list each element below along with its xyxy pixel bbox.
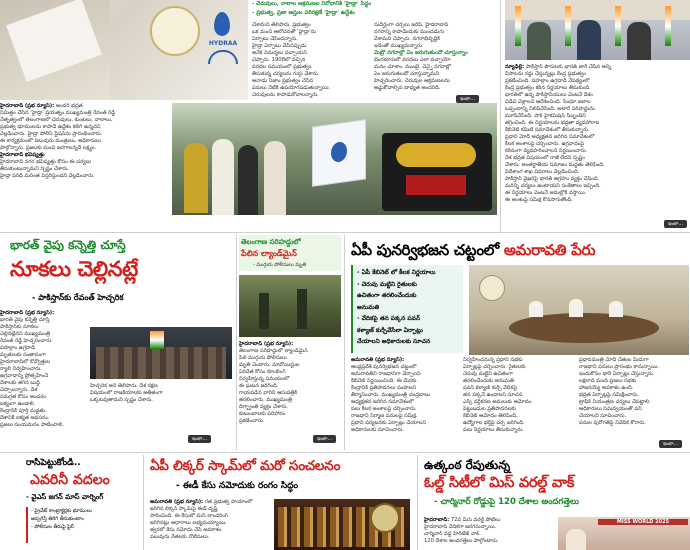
- candle-rally-photo: [90, 327, 232, 379]
- hydraa-intro: హైదరాబాద్ (ప్రభ న్యూస్): అందరి భద్రత నిమిత్తం చేసిన 'హైడ్రా' ప్రయత్నం ముఖ్యమంత్రి రేవంత్ రెడ్డి నేతృత్వంలో తెలంగాణలో చెరువులు, కుంటలు, నాలాలు, ప్రభుత్వ భూములను కాపాడే ఉద్దేశం కలిగి ఉన్నదని వెల్లడించారు. హైడ్రా పోలీస్ స్టేషన్‌ను ప్రారంభించారు. ఈ కార్యక్రమంలో పలువురు మంత్రులు, అధికారులు పాల్గొన్నారు. ప్రజలకు మంచి జరగాలన్నదే లక్ష్యం. హైదరాబాద్ భవిష్యత్తు హైదరాబాద్ నగర భవిష్యత్తు కోసం ఈ చర్యలు తీసుకుంటున్నామని స్పష్టం చేశారు. హైడ్రా పరిధి మరింత విస్తరిస్తుందని వెల్లడించారు.: [0, 103, 168, 215]
- hyd-future-subhead: హైదరాబాద్ భవిష్యత్తు: [0, 152, 45, 158]
- metro-subhead: మెట్రో నగరాల్లో ఏం జరుగుతుందో చూస్తున్నాం: [374, 50, 468, 56]
- landmine-byline: హైదరాబాద్ (ప్రభ న్యూస్):: [239, 341, 294, 347]
- landmine-headline: పేలిన ల్యాండ్‌మైన్: [241, 249, 297, 258]
- miss-world-headline: ఓల్డ్ సిటీలో మిస్ వరల్డ్ వాక్: [424, 475, 575, 491]
- revanth-kicker: భారత్ వైపు కన్నెత్తి చూస్తే: [10, 238, 126, 252]
- miss-world-banner-text: MISS WORLD 2025: [598, 519, 688, 525]
- jagan-point-3: - పోలీసుల తీరుపై ఫైర్: [31, 524, 74, 530]
- miss-world-banner-photo: [558, 517, 690, 550]
- revanth-story: భారత్ వైపు కన్నెత్తి చూస్తే నూకలు చెల్లినట్లే - పాకిస్తాన్‌కు రేవంత్ హెచ్చరిక హైదరాబాద్ (ప్రభ న్యూస్): భారత్ వైపు కన్నెత్తి చూస్తే పాకిస్తాన్‌కు నూకలు చెల్లినట్లేనని ముఖ్యమంత్రి రేవంత్ రెడ్డి హెచ్చరించారు. పహల్గాం ఉగ్రదాడి మృతులకు సంతాపంగా హైదరాబాద్‌లో కొవ్వొత్తుల ర్యాలీ నిర్వహించారు. ఉగ్రవాదాన్ని ప్రోత్సహించే దేశాలకు తగిన బుద్ధి చెప్పాలన్నారు. దేశ సమగ్రత కోసం అందరం ఐక్యంగా ఉండాలి. కేంద్రానికి పూర్తి మద్దతు. దేశానికి ఐక్యత అవసరం. ప్రజలు సంయమనం పాటించాలి. హెచ్చరిక అని తెలిపారు. దేశ రక్షణ విషయంలో రాజకీయాలకు అతీతంగా ఒక్కటవుతామని స్పష్టం చేశారు. ఇంకా...: [0, 235, 234, 450]
- landmine-sub: - ముగ్గురు పోలీసులు మృతి: [253, 262, 307, 268]
- amaravati-bullet-box: [351, 265, 463, 353]
- amaravati-headline-part2: అమరావతి పేరు: [503, 241, 596, 259]
- delhi-more-link[interactable]: ఇంకా...: [664, 220, 687, 228]
- forest-police-photo: [239, 275, 341, 337]
- amaravati-bullet-3: ఉచితంగా తరలించేందుకు: [357, 292, 417, 299]
- miss-world-sub: - చార్మినార్ రోడ్డుపై 120 దేశాల అందగత్తెలు: [434, 497, 579, 507]
- amaravati-bullet-5: - వేదికపై తన పక్కన పవన్: [357, 315, 421, 322]
- hydraa-byline: హైదరాబాద్ (ప్రభ న్యూస్):: [0, 103, 55, 109]
- hydraa-logo-text: HYDRAA: [208, 40, 238, 47]
- amaravati-byline: అమరావతి (ప్రభ న్యూస్):: [351, 357, 405, 363]
- amaravati-headline: [351, 241, 689, 263]
- amaravati-headline-part1: ఏపీ పునర్విభజన చట్టంలో: [351, 241, 499, 259]
- liquor-byline: అమరావతి (ప్రభ న్యూస్):: [150, 499, 204, 505]
- hydraa-bullet-1: - చెరువులు, నాలాల ఆక్రమణల నిరోధానికి 'హైడ్రా' సిద్ధం: [252, 1, 372, 7]
- landmine-more-link[interactable]: ఇంకా...: [313, 435, 336, 443]
- hydraa-logo: [204, 12, 242, 68]
- liquor-story: ఏపీ లిక్కర్ స్కామ్‌లో మరో సంచలనం - ఈడీ కేసు నమోదుకు రంగం సిద్ధం అమరావతి (ప్రభ న్యూస్): గత ప్రభుత్వ హయాంలో జరిగిన లిక్కర్ స్కామ్‌పై ఈడీ దృష్టి సారించింది. ఈ కేసులో మనీ లాండరింగ్ జరిగినట్లు ఆధారాలు లభ్యమయ్యాయి. త్వరలో కేసు నమోదు చేసే అవకాశం. పలువురు నేతలకు నోటీసులు.: [146, 455, 414, 550]
- cm-flag-off-photo: [172, 103, 497, 215]
- hydraa-photo: [0, 0, 248, 100]
- miss-world-kicker: ఉత్కంఠ రేపుతున్న: [424, 458, 511, 472]
- delhi-byline: న్యూఢిల్లీ:: [505, 64, 525, 70]
- amaravati-bullet-7: చేయాలని అధికారులకు సూచన: [357, 338, 431, 345]
- jagan-sub: - వైఎస్ జగన్ మాస్ వార్నింగ్: [26, 493, 104, 501]
- delhi-meeting-photo: [505, 0, 690, 60]
- liquor-bottles-photo: [274, 499, 410, 550]
- amaravati-bullet-6: కళ్యాణ్ కుర్చీవేసేలా ఏర్పాట్లు: [357, 326, 423, 334]
- amaravati-bullet-1: - ఏపీ కేబినెట్ లో కీలక నిర్ణయాలు: [357, 269, 436, 276]
- liquor-sub: - ఈడీ కేసు నమోదుకు రంగం సిద్ధం: [176, 481, 299, 491]
- jagan-points: [26, 507, 140, 543]
- delhi-body: న్యూఢిల్లీ: పాకిస్తాన్ పౌరులకు భారత్ జారీ చేసిన అన్ని వీసాలను రద్దు చేస్తున్నట్లు కేంద్ర ప్రభుత్వం ప్రకటించింది. పహల్గాం ఉగ్రదాడి నేపథ్యంలో కేంద్ర ప్రభుత్వం కఠిన నిర్ణయాలు తీసుకుంది. భారత్‌లో ఉన్న పాకిస్తానీయులు వెంటనే దేశం విడిచి వెళ్లాలని ఆదేశించింది. సింధూ జలాల ఒప్పందాన్ని నిలిపివేసింది. అటారీ సరిహద్దును మూసివేసింది. పాక్ హైకమిషన్ సిబ్బందిని తగ్గించింది. ఈ నిర్ణయాలను భద్రతా వ్యవహారాల కేబినెట్ కమిటీ సమావేశంలో తీసుకున్నారు. ప్రధాని మోదీ అధ్యక్షతన జరిగిన సమావేశంలో కీలక అంశాలపై చర్చించారు. ఉగ్రవాదంపై కఠినంగా వ్యవహరించాలని నిర్ణయించారు. దేశ భద్రత విషయంలో రాజీ లేదని స్పష్టం చేశారు. అంతర్జాతీయ సమాజం మద్దతు తెలిపింది. విదేశాంగ శాఖ వివరాలు వెల్లడించింది. పాకిస్తాన్ వైఖరిపై భారత్ ఆగ్రహం వ్యక్తం చేసింది. మరిన్ని చర్యలు ఉంటాయని సంకేతాలు ఇచ్చింది. ఈ నిర్ణయాలు వెంటనే అమల్లోకి వస్తాయి. ఈ అంశంపై సమీక్ష కొనసాగుతోంది.: [505, 64, 612, 203]
- jagan-point-2: అప్పగిస్తే తిరిగి తీసుకుంటాం: [31, 516, 84, 522]
- amaravati-bullet-4: అనుమతి: [357, 303, 380, 311]
- miss-world-byline: హైదరాబాద్:: [424, 517, 450, 523]
- hydraa-flag: [312, 119, 366, 187]
- jagan-point-1: - ప్రైవేట్ కాంట్రాక్టర్లకు భూములు: [31, 508, 93, 514]
- miss-world-story: ఉత్కంఠ రేపుతున్న ఓల్డ్ సిటీలో మిస్ వరల్డ్ వాక్ - చార్మినార్ రోడ్డుపై 120 దేశాల అందగత్తెలు హైదరాబాద్: 72వ మిస్ వరల్డ్ పోటీలు హైదరాబాద్ వేదికగా జరగనున్నాయి. చార్మినార్ వద్ద హెరిటేజ్ వాక్. 120 దేశాల అందగత్తెలు పాల్గొంటారు. MISS WORLD 2025: [420, 455, 690, 550]
- hydraa-bullet-2: - ప్రభుత్వ, ప్రజా ఆస్తుల పరిరక్షణే 'హైడ్రా' ఉద్దేశం: [252, 10, 355, 16]
- landmine-story: తెలంగాణ సరిహద్దులో పేలిన ల్యాండ్‌మైన్ - ముగ్గురు పోలీసులు మృతి హైదరాబాద్ (ప్రభ న్యూస్): తెలంగాణ సరిహద్దులో ల్యాండ్‌మైన్ పేలి ముగ్గురు పోలీసులు మృతి చెందారు. మావోయిస్టుల ఏరివేత కోసం కూంబింగ్ నిర్వహిస్తున్న సమయంలో ఈ ఘటన జరిగింది. గాయపడిన వారిని ఆసుపత్రికి తరలించారు. ముఖ్యమంత్రి దిగ్భ్రాంతి వ్యక్తం చేశారు. కుటుంబాలకు పరిహారం ప్రకటించారు. ఇంకా...: [239, 235, 341, 450]
- hydraa-more-link[interactable]: ఇంకా...: [456, 95, 479, 103]
- jagan-headline-line1: రాసిపెట్టుకోండి..: [26, 458, 81, 468]
- amaravati-bullet-2: - చెరువు మట్టిని రైతులకు: [357, 280, 417, 288]
- hydraa-bullets: [252, 0, 497, 22]
- revanth-more-link[interactable]: ఇంకా...: [188, 435, 211, 443]
- hydraa-body-col1: చేశామని తెలిపారు. ప్రభుత్వం ఒక మంచి ఆలోచనతో 'హైడ్రా'ను ఏర్పాటు చేసిందన్నారు. హైడ్రా ఏర్పాటు చేసినప్పుడు అనేక విమర్శలు వచ్చాయని చెప్పారు. 1908లో వచ్చిన వరదల సమయంలో ప్రభుత్వం తీసుకున్న చర్యలను గుర్తు చేశారు. ఆనాడు నిజాం ప్రభుత్వం చేసిన పనులు నేటికీ ఉపయోగపడుతున్నాయి. చెరువులను కాపాడుకోవాలన్నారు.: [252, 22, 331, 98]
- jagan-headline-line2: ఎవరినీ వదలం: [30, 472, 110, 488]
- hydraa-flag-icon: [331, 141, 347, 163]
- liquor-headline: ఏపీ లిక్కర్ స్కామ్‌లో మరో సంచలనం: [150, 458, 341, 474]
- amaravati-more-link[interactable]: ఇంకా...: [659, 440, 682, 448]
- emblem-seal-icon: [150, 6, 200, 56]
- landmine-kicker: తెలంగాణ సరిహద్దులో: [241, 238, 301, 246]
- revanth-sub: - పాకిస్తాన్‌కు రేవంత్ హెచ్చరిక: [32, 293, 124, 302]
- jagan-story: [0, 455, 140, 550]
- revanth-headline: నూకలు చెల్లినట్లే: [10, 257, 138, 281]
- amaravati-story: ఏపీ పునర్విభజన చట్టంలో అమరావతి పేరు - ఏపీ కేబినెట్ లో కీలక నిర్ణయాలు - చెరువు మట్టిని రైతులకు ఉచితంగా తరలించేందుకు అనుమతి - వేదికపై తన పక్కన పవన్ కళ్యాణ్ కుర్చీవేసేలా ఏర్పాట్లు చేయాలని అధికారులకు సూచన అమరావతి (ప్రభ న్యూస్): ఆంధ్రప్రదేశ్ పునర్విభజన చట్టంలో అమరావతిని రాజధానిగా చేర్చాలని కేబినెట్ నిర్ణయించింది. ఈ మేరకు కేంద్రానికి ప్రతిపాదనలు పంపాలని తీర్మానించారు. ముఖ్యమంత్రి చంద్రబాబు అధ్యక్షతన జరిగిన సమావేశంలో పలు కీలక అంశాలపై చర్చించారు. రాజధాని నిర్మాణ పనులపై సమీక్ష. ప్రధాని పర్యటనకు ఏర్పాట్లు చేయాలని అధికారులకు సూచించారు. నిర్వహించనున్న ప్రధాని సభకు ఏర్పాట్లపై చర్చించారు. రైతులకు చెరువు మట్టిని ఉచితంగా తరలించేందుకు అనుమతి. పవన్ కళ్యాణ్ కుర్చీ వేదికపై తన పక్కనే ఉండాలని సూచన. ఎస్సీ వర్గీకరణ అమలుకు ఆమోదం. పెట్టుబడుల ప్రతిపాదనలకు కేబినెట్ ఆమోదం తెలిపింది. ఉద్యోగాల భర్తీపై చర్చ జరిగింది. పలు నిర్ణయాలు తీసుకున్నారు. ప్రధానమంత్రి మోదీ చేతుల మీదుగా రాజధాని పనులు ప్రారంభం కానున్నాయి. ఇందుకోసం భారీ ఏర్పాట్లు చేస్తున్నారు. లక్షలాది మంది ప్రజలు సభకు హాజరయ్యే అవకాశం ఉంది. భద్రత ఏర్పాట్లపై సమీక్షించారు. ట్రాఫిక్ నియంత్రణ చర్యలు చేపట్టాలి. అధికారులు సమన్వయంతో పని చేయాలని సూచించారు. పనుల పురోగతిపై నివేదిక కోరారు. ఇంకా...: [347, 235, 690, 450]
- cabinet-meeting-photo: [469, 265, 689, 355]
- hydraa-body-col2: సుదీర్ఘంగా చర్చలు జరిపి, హైదరాబాద్ నగరాన్ని కాపాడేందుకు ముందడుగు వేశామని చెప్పారు. నగరాభివృద్ధికి ఇదెంతో ముఖ్యమన్నారు. మెట్రో నగరాల్లో ఏం జరుగుతుందో చూస్తున్నాం బెంగళూరులో వరదలు ఎలా వచ్చాయో మనం చూశాం. ముంబై, చెన్నై నగరాల్లో ఏం జరుగుతుందో చూస్తున్నామని హెచ్చరించారు. చెరువుల ఆక్రమణలను అడ్డుకోవాల్సిన బాధ్యత అందరిదీ.: [374, 22, 494, 100]
- revanth-byline: హైదరాబాద్ (ప్రభ న్యూస్):: [0, 310, 55, 316]
- truck-icon: [382, 133, 492, 211]
